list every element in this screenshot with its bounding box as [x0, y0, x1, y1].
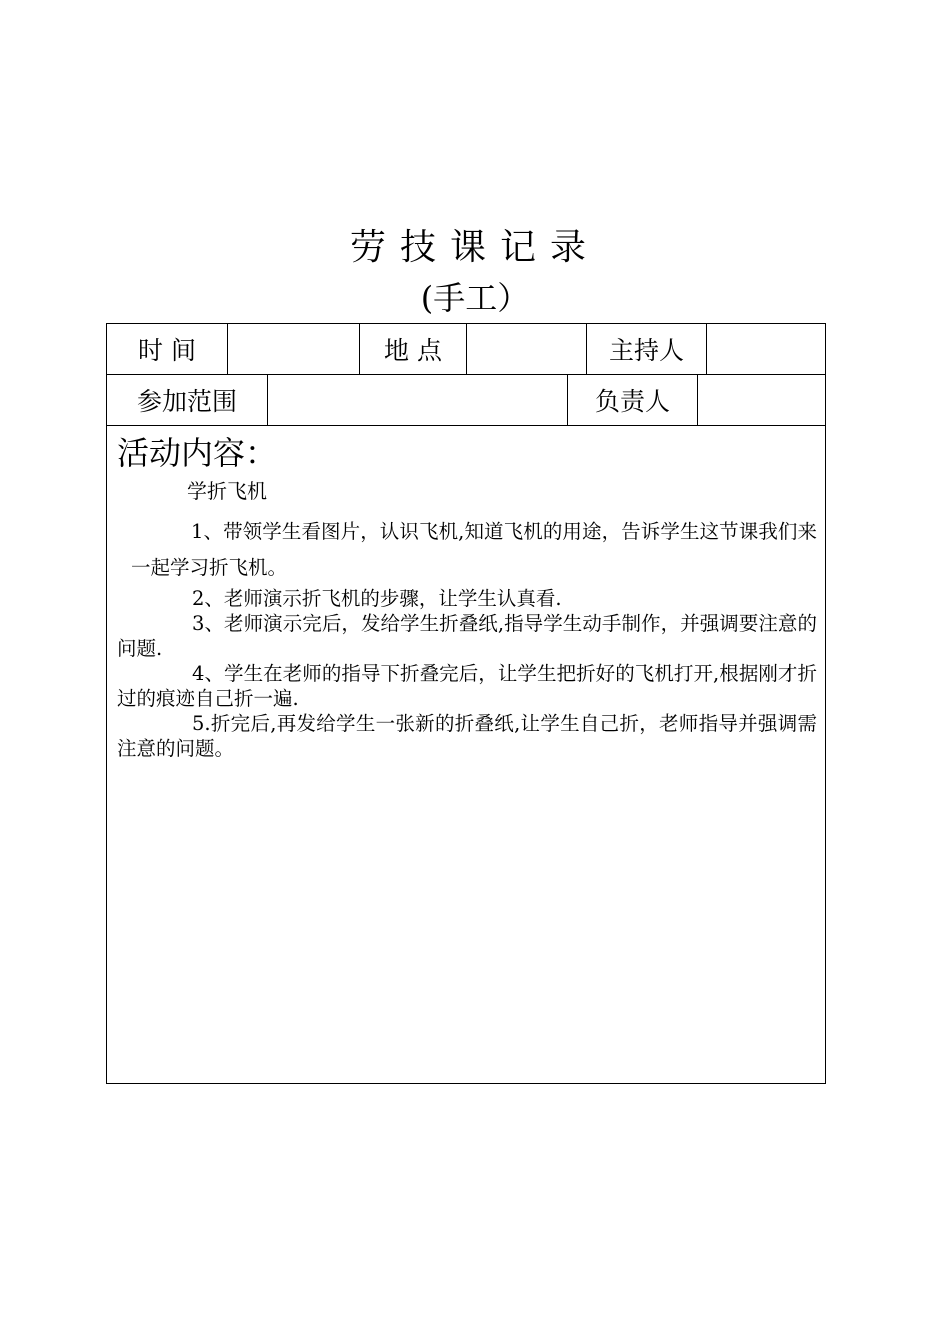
host-label: 主持人 — [587, 324, 707, 374]
content-paragraph: 3、老师演示完后，发给学生折叠纸,指导学生动手制作，并强调要注意的问题. — [117, 612, 817, 660]
time-value — [228, 324, 360, 374]
content-topic: 学折飞机 — [187, 479, 267, 503]
document-title: 劳技课记录 — [349, 227, 600, 268]
content-heading: 活动内容： — [117, 434, 278, 472]
scope-value — [268, 375, 568, 425]
info-row-2 — [107, 375, 825, 426]
host-value — [707, 324, 825, 374]
document-subtitle: (手工） — [420, 279, 530, 317]
info-row-1 — [107, 324, 825, 375]
record-table — [106, 323, 826, 1084]
content-paragraph: 1、带领学生看图片，认识飞机,知道飞机的用途，告诉学生这节课我们来一起学习折飞机。 — [131, 520, 817, 579]
scope-label: 参加范围 — [107, 375, 268, 425]
time-label: 时 间 — [107, 324, 228, 374]
content-paragraph: 5.折完后,再发给学生一张新的折叠纸,让学生自己折，老师指导并强调需注意的问题。 — [117, 712, 817, 760]
leader-value — [698, 375, 825, 425]
activity-content — [107, 426, 825, 1083]
content-paragraph: 2、老师演示折飞机的步骤，让学生认真看. — [192, 587, 562, 610]
place-value — [467, 324, 587, 374]
leader-label: 负责人 — [568, 375, 698, 425]
content-paragraph: 4、学生在老师的指导下折叠完后，让学生把折好的飞机打开,根据刚才折过的痕迹自己折一遍. — [117, 662, 817, 710]
place-label: 地 点 — [360, 324, 467, 374]
